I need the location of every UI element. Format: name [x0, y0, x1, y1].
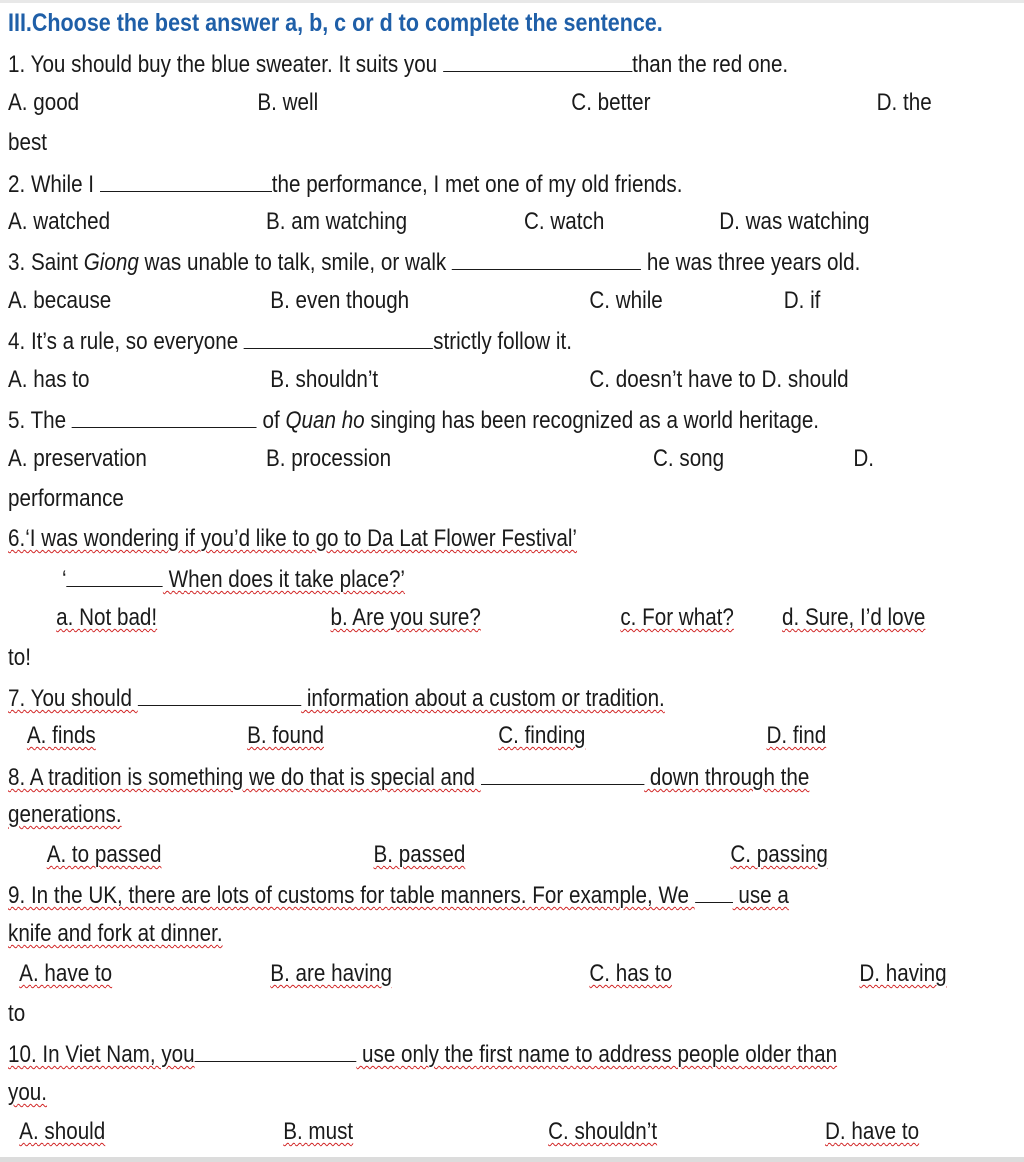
answer-blank[interactable] — [67, 558, 163, 587]
question-10-options — [8, 1112, 920, 1152]
question-2-options — [8, 202, 875, 242]
question-9-wrap-2: to — [8, 1000, 26, 1027]
answer-blank[interactable] — [100, 163, 272, 192]
answer-blank[interactable] — [481, 756, 644, 785]
question-9-options — [8, 954, 947, 994]
option-d[interactable]: D. if — [783, 287, 821, 314]
option-a[interactable]: A. because — [8, 287, 112, 314]
question-4: 4. It’s a rule, so everyone strictly follow it. — [8, 320, 875, 360]
question-7: 7. You should information about a custom or tradition. — [8, 677, 875, 717]
question-5-wrap: performance — [8, 485, 124, 512]
option-b[interactable]: B. are having — [270, 960, 392, 987]
question-8: 8. A tradition is something we do that is special and down through the — [8, 756, 875, 796]
question-8-wrap: generations. — [8, 801, 122, 828]
option-b[interactable]: b. Are you sure? — [330, 604, 481, 631]
option-b[interactable]: B. must — [283, 1118, 354, 1145]
question-3-options — [8, 281, 875, 321]
option-b[interactable]: B. procession — [266, 445, 392, 472]
option-c[interactable]: C. watch — [524, 208, 605, 235]
question-1-options — [8, 83, 932, 123]
question-1-wrap: best — [8, 129, 48, 156]
question-2: 2. While I the performance, I met one of my old friends. — [8, 163, 875, 203]
question-10: 10. In Viet Nam, you use only the first name to address people older than — [8, 1033, 875, 1073]
answer-blank[interactable] — [72, 399, 257, 428]
page-cut-edge — [0, 1157, 1024, 1162]
option-c-d[interactable]: C. doesn’t have to D. should — [589, 366, 849, 393]
question-6-reply: ‘ When does it take place?’ — [62, 558, 882, 598]
answer-blank[interactable] — [452, 241, 641, 270]
question-9: 9. In the UK, there are lots of customs for table manners. For example, We use a — [8, 874, 875, 914]
question-10-wrap: you. — [8, 1079, 48, 1106]
option-a[interactable]: A. good — [8, 89, 80, 116]
option-a[interactable]: A. should — [19, 1118, 106, 1145]
option-c[interactable]: C. finding — [498, 722, 586, 749]
option-d[interactable]: D. — [853, 445, 875, 472]
option-c[interactable]: C. has to — [589, 960, 672, 987]
option-c[interactable]: C. passing — [730, 841, 828, 868]
option-a[interactable]: A. preservation — [8, 445, 147, 472]
option-b[interactable]: B. even though — [270, 287, 410, 314]
question-9-wrap: knife and fork at dinner. — [8, 920, 223, 947]
question-6: 6.‘I was wondering if you’d like to go to Da Lat Flower Festival’ — [8, 525, 578, 552]
option-a[interactable]: A. to passed — [46, 841, 162, 868]
option-b[interactable]: B. shouldn’t — [270, 366, 379, 393]
option-c[interactable]: C. song — [653, 445, 725, 472]
answer-blank[interactable] — [138, 677, 301, 706]
answer-blank[interactable] — [443, 43, 632, 72]
option-d[interactable]: D. having — [859, 960, 947, 987]
question-3: 3. Saint Giong was unable to talk, smile, or walk he was three years old. — [8, 241, 875, 281]
answer-blank[interactable] — [195, 1033, 357, 1062]
option-c[interactable]: C. while — [589, 287, 663, 314]
option-c[interactable]: C. shouldn’t — [548, 1118, 658, 1145]
option-d[interactable]: D. have to — [825, 1118, 920, 1145]
option-b[interactable]: B. am watching — [266, 208, 408, 235]
answer-blank[interactable] — [695, 874, 733, 903]
question-7-options — [8, 716, 875, 756]
option-d[interactable]: D. the — [876, 89, 932, 116]
option-b[interactable]: B. well — [257, 89, 319, 116]
question-5-options — [8, 439, 875, 479]
answer-blank[interactable] — [244, 320, 433, 349]
option-a[interactable]: a. Not bad! — [56, 604, 158, 631]
option-d[interactable]: d. Sure, I’d love — [782, 604, 926, 631]
option-a[interactable]: A. has to — [8, 366, 90, 393]
option-c[interactable]: C. better — [571, 89, 651, 116]
option-a[interactable]: A. finds — [26, 722, 96, 749]
question-5: 5. The of Quan ho singing has been recognized as a world heritage. — [8, 399, 875, 439]
option-a[interactable]: A. have to — [19, 960, 113, 987]
question-6-wrap: to! — [8, 644, 31, 671]
section-title: III.Choose the best answer a, b, c or d to complete the sentence. — [8, 9, 663, 37]
question-4-options — [8, 360, 875, 400]
option-b[interactable]: B. passed — [373, 841, 466, 868]
option-c[interactable]: c. For what? — [620, 604, 734, 631]
option-d[interactable]: D. find — [766, 722, 827, 749]
question-8-options — [8, 835, 875, 875]
option-d[interactable]: D. was watching — [719, 208, 870, 235]
option-a[interactable]: A. watched — [8, 208, 111, 235]
option-b[interactable]: B. found — [247, 722, 324, 749]
question-1: 1. You should buy the blue sweater. It suits you than the red one. — [8, 43, 875, 83]
question-6-options — [8, 598, 926, 638]
